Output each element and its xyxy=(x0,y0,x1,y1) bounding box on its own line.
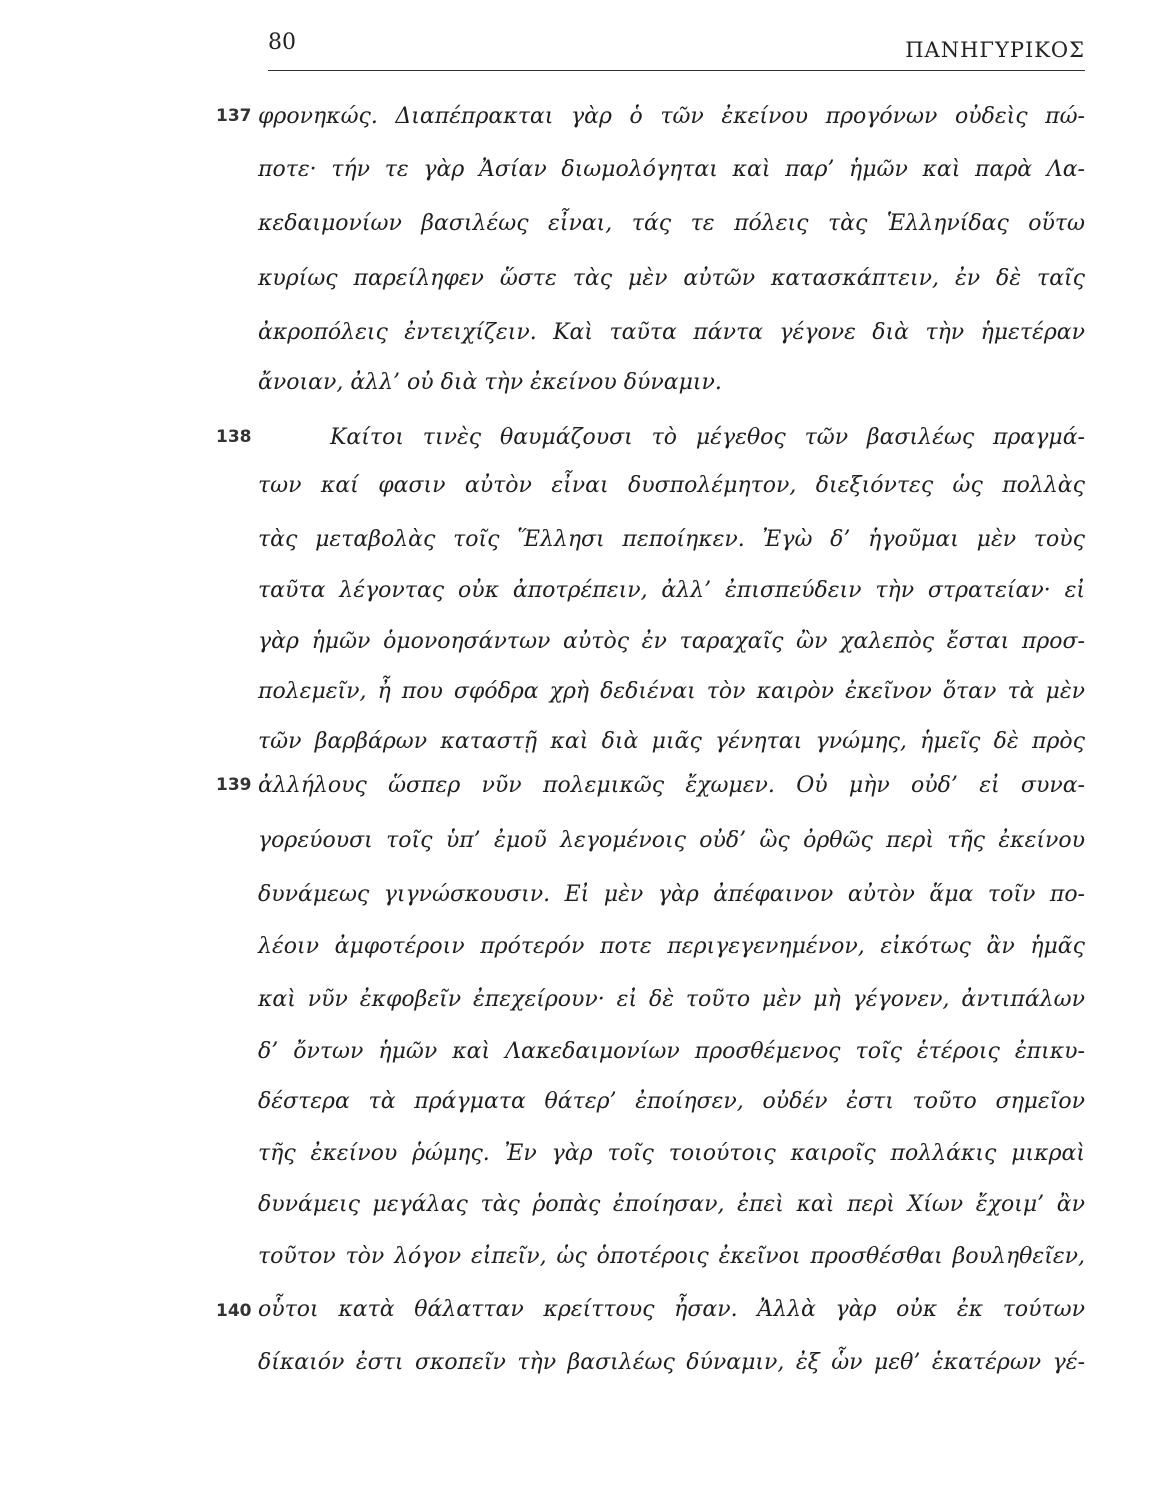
text-line: τῶν βαρβάρων καταστῇ καὶ διὰ μιᾶς γένηται γνώμης, ἡμεῖς δὲ πρὸς xyxy=(258,729,1085,754)
section-number-138: 138 xyxy=(216,427,252,447)
text-line: δυνάμεις μεγάλας τὰς ῥοπὰς ἐποίησαν, ἐπεὶ καὶ περὶ Χίων ἔχοιμ’ ἂν xyxy=(258,1192,1085,1217)
text-line: τοῦτον τὸν λόγον εἰπεῖν, ὡς ὁποτέροις ἐκεῖνοι προσθέσθαι βουληθεῖεν, xyxy=(258,1244,1085,1269)
text-line: ἄνοιαν, ἀλλ’ οὐ διὰ τὴν ἐκείνου δύναμιν. xyxy=(258,370,722,395)
text-line: κυρίως παρείληφεν ὥστε τὰς μὲν αὐτῶν κατασκάπτειν, ἐν δὲ ταῖς xyxy=(258,266,1085,291)
text-line: ποτε· τήν τε γὰρ Ἀσίαν διωμολόγηται καὶ παρ’ ἡμῶν καὶ παρὰ Λα- xyxy=(258,157,1085,182)
header-rule xyxy=(268,70,1085,71)
text-line: Καίτοι τινὲς θαυμάζουσι τὸ μέγεθος τῶν βασιλέως πραγμά- xyxy=(330,425,1085,450)
page-number: 80 xyxy=(268,30,296,55)
text-line: τὰς μεταβολὰς τοῖς Ἕλλησι πεποίηκεν. Ἐγὼ δ’ ἡγοῦμαι μὲν τοὺς xyxy=(258,527,1085,552)
text-line: ταῦτα λέγοντας οὐκ ἀποτρέπειν, ἀλλ’ ἐπισπεύδειν τὴν στρατείαν· εἰ xyxy=(258,578,1085,603)
section-number-140: 140 xyxy=(216,1301,252,1321)
text-line: δίκαιόν ἐστι σκοπεῖν τὴν βασιλέως δύναμιν, ἐξ ὧν μεθ’ ἑκατέρων γέ- xyxy=(258,1350,1085,1375)
text-line: δέστερα τὰ πράγματα θάτερ’ ἐποίησεν, οὐδέν ἐστι τοῦτο σημεῖον xyxy=(258,1089,1085,1114)
text-line: λέοιν ἀμφοτέροιν πρότερόν ποτε περιγεγενημένον, εἰκότως ἂν ἡμᾶς xyxy=(258,934,1085,959)
section-number-137: 137 xyxy=(216,106,252,126)
text-line: δ’ ὄντων ἡμῶν καὶ Λακεδαιμονίων προσθέμενος τοῖς ἑτέροις ἐπικυ- xyxy=(258,1039,1085,1064)
text-line: ἀκροπόλεις ἐντειχίζειν. Καὶ ταῦτα πάντα γέγονε διὰ τὴν ἡμετέραν xyxy=(258,320,1085,345)
text-line: φρονηκώς. Διαπέπρακται γὰρ ὁ τῶν ἐκείνου προγόνων οὐδεὶς πώ- xyxy=(258,104,1085,129)
text-line: δυνάμεως γιγνώσκουσιν. Εἰ μὲν γὰρ ἀπέφαινον αὐτὸν ἅμα τοῖν πο- xyxy=(258,882,1085,907)
running-title: ΠΑΝΗΓΥΡΙΚΟΣ xyxy=(905,38,1085,62)
text-line: καὶ νῦν ἐκφοβεῖν ἐπεχείρουν· εἰ δὲ τοῦτο μὲν μὴ γέγονεν, ἀντιπάλων xyxy=(258,987,1085,1012)
text-line: των καί φασιν αὐτὸν εἶναι δυσπολέμητον, διεξιόντες ὡς πολλὰς xyxy=(258,473,1085,498)
text-line: γὰρ ἡμῶν ὁμονοησάντων αὐτὸς ἐν ταραχαῖς ὢν χαλεπὸς ἔσται προσ- xyxy=(258,629,1085,654)
section-number-139: 139 xyxy=(216,775,252,795)
text-line: πολεμεῖν, ἦ που σφόδρα χρὴ δεδιέναι τὸν καιρὸν ἐκεῖνον ὅταν τὰ μὲν xyxy=(258,679,1085,704)
text-line: τῆς ἐκείνου ῥώμης. Ἐν γὰρ τοῖς τοιούτοις καιροῖς πολλάκις μικραὶ xyxy=(258,1141,1085,1166)
text-line: ἀλλήλους ὥσπερ νῦν πολεμικῶς ἔχωμεν. Οὐ μὴν οὐδ’ εἰ συνα- xyxy=(258,773,1085,798)
text-line: οὗτοι κατὰ θάλατταν κρείττους ἦσαν. Ἀλλὰ γὰρ οὐκ ἐκ τούτων xyxy=(258,1297,1085,1322)
text-line: κεδαιμονίων βασιλέως εἶναι, τάς τε πόλεις τὰς Ἑλληνίδας οὕτω xyxy=(258,211,1085,236)
text-line: γορεύουσι τοῖς ὑπ’ ἐμοῦ λεγομένοις οὐδ’ ὣς ὀρθῶς περὶ τῆς ἐκείνου xyxy=(258,828,1085,853)
